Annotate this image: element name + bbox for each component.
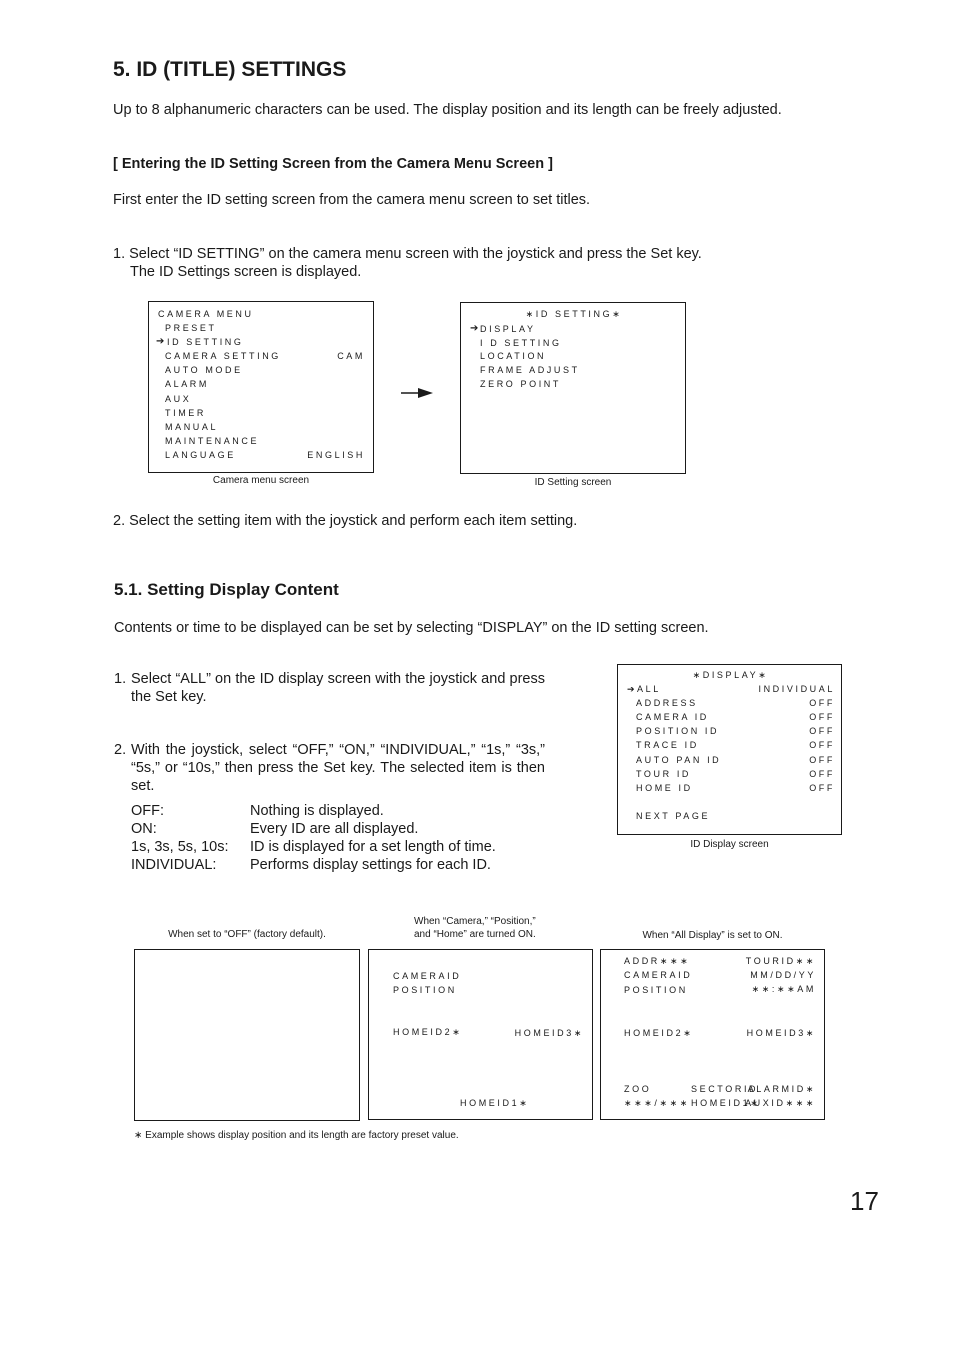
menu-item: AUTO MODE	[165, 365, 243, 375]
osd-auxid: AUXID∗∗∗	[745, 1098, 816, 1108]
menu-item: ID SETTING	[167, 337, 244, 347]
osd-homeid2: HOMEID2∗	[624, 1028, 694, 1038]
right-arrow-icon: ➔	[627, 684, 635, 694]
display-title: ∗DISPLAY∗	[692, 670, 769, 680]
osd-date: MM/DD/YY	[750, 970, 816, 980]
id-setting-item: FRAME ADJUST	[480, 365, 580, 375]
display-row-label: POSITION ID	[636, 726, 720, 736]
subheading: [ Entering the ID Setting Screen from the Camera Menu Screen ]	[113, 156, 553, 172]
id-setting-caption: ID Setting screen	[534, 477, 612, 488]
display-row-label: ALL	[637, 684, 661, 694]
definition-desc: Performs display settings for each ID.	[250, 857, 491, 873]
intro-text: Up to 8 alphanumeric characters can be used. The display position and its length can be freely adjusted.	[113, 102, 782, 118]
menu-item: MANUAL	[165, 422, 219, 432]
sub-step2-text: With the joystick, select “OFF,” “ON,” “INDIVIDUAL,” “1s,” “3s,” “5s,” or “10s,” then press the Set key. The selected item is then set.	[131, 742, 545, 794]
off-example-caption: When set to “OFF” (factory default).	[168, 929, 326, 940]
display-row-label: ADDRESS	[636, 698, 698, 708]
sub-step1-number: 1.	[114, 671, 127, 687]
definition-term: OFF:	[131, 803, 165, 819]
osd-zoo-value: ∗∗∗/∗∗∗	[624, 1098, 690, 1108]
id-display-screen	[617, 664, 842, 835]
osd-homeid3: HOMEID3∗	[746, 1028, 816, 1038]
off-example-screen	[134, 949, 360, 1121]
id-setting-item: DISPLAY	[480, 324, 536, 334]
display-row-value: OFF	[809, 726, 835, 736]
definition-desc: Every ID are all displayed.	[250, 821, 419, 837]
osd-alarmid: ALARMID∗	[747, 1084, 816, 1094]
osd-position: POSITION	[624, 985, 688, 995]
menu-item: LANGUAGE	[165, 450, 236, 460]
definition-term: 1s, 3s, 5s, 10s:	[131, 839, 229, 855]
sub-step1-text: Select “ALL” on the ID display screen with the joystick and press the Set key.	[131, 671, 545, 705]
enter-text: First enter the ID setting screen from the camera menu screen to set titles.	[113, 192, 591, 208]
step1-text: 1. Select “ID SETTING” on the camera menu screen with the joystick and press the Set key.	[113, 246, 702, 262]
right-arrow-icon: ➔	[470, 323, 479, 334]
osd-addr: ADDR∗∗∗	[624, 956, 691, 966]
osd-position: POSITION	[393, 985, 457, 995]
menu-item: MAINTENANCE	[165, 436, 260, 446]
display-row-value: OFF	[809, 755, 835, 765]
id-setting-screen	[460, 302, 686, 474]
definition-desc: Nothing is displayed.	[250, 803, 384, 819]
display-row-label: HOME ID	[636, 783, 693, 793]
display-row-value: OFF	[809, 740, 835, 750]
osd-sectorid: SECTORID	[691, 1084, 759, 1094]
menu-item-value: ENGLISH	[307, 450, 365, 460]
osd-homeid3: HOMEID3∗	[514, 1028, 584, 1038]
osd-zoo: ZOO	[624, 1084, 652, 1094]
menu-item-value: CAM	[337, 351, 365, 361]
display-row-value: OFF	[809, 712, 835, 722]
display-row-value: OFF	[809, 698, 835, 708]
display-row-label: AUTO PAN ID	[636, 755, 722, 765]
definition-term: ON:	[131, 821, 157, 837]
right-arrow-icon: ➔	[156, 336, 165, 347]
menu-item: TIMER	[165, 408, 206, 418]
long-right-arrow-icon	[400, 387, 434, 399]
id-display-caption: ID Display screen	[690, 839, 769, 850]
section-intro: Contents or time to be displayed can be set by selecting “DISPLAY” on the ID setting screen.	[114, 620, 709, 636]
all-example-caption: When “All Display” is set to ON.	[642, 930, 783, 941]
sub-step2-number: 2.	[114, 742, 127, 758]
page-number: 17	[850, 1186, 879, 1216]
display-row-label: CAMERA ID	[636, 712, 709, 722]
footnote: ∗ Example shows display position and its length are factory preset value.	[134, 1130, 459, 1141]
partial-example-caption: When “Camera,” “Position,”	[414, 916, 536, 927]
osd-cameraid: CAMERAID	[624, 970, 693, 980]
display-row-value: OFF	[809, 769, 835, 779]
menu-item: PRESET	[165, 323, 217, 333]
osd-time: ∗∗:∗∗AM	[751, 984, 816, 994]
osd-cameraid: CAMERAID	[393, 971, 462, 981]
id-setting-title: ∗ID SETTING∗	[525, 309, 623, 319]
step2-text: 2. Select the setting item with the joystick and perform each item setting.	[113, 513, 578, 529]
section-title: 5.1. Setting Display Content	[114, 580, 339, 599]
camera-menu-caption: Camera menu screen	[212, 475, 310, 486]
osd-homeid2: HOMEID2∗	[393, 1027, 463, 1037]
partial-example-caption: and “Home” are turned ON.	[414, 929, 536, 940]
camera-menu-title: CAMERA MENU	[158, 309, 254, 319]
definition-desc: ID is displayed for a set length of time.	[250, 839, 496, 855]
menu-item: AUX	[165, 394, 192, 404]
next-page-label: NEXT PAGE	[636, 811, 711, 821]
display-row-value: OFF	[809, 783, 835, 793]
display-row-label: TOUR ID	[636, 769, 692, 779]
osd-homeid1: HOMEID1∗	[691, 1098, 761, 1108]
id-setting-item: I D SETTING	[480, 338, 562, 348]
menu-item: CAMERA SETTING	[165, 351, 281, 361]
osd-tourid: TOURID∗∗	[745, 956, 816, 966]
camera-menu-screen	[148, 301, 374, 473]
display-row-label: TRACE ID	[636, 740, 699, 750]
menu-item: ALARM	[165, 379, 210, 389]
osd-homeid1: HOMEID1∗	[460, 1098, 530, 1108]
all-example-screen	[600, 949, 825, 1120]
step1-result: The ID Settings screen is displayed.	[130, 264, 362, 280]
id-setting-item: ZERO POINT	[480, 379, 562, 389]
id-setting-item: LOCATION	[480, 351, 547, 361]
page-title: 5. ID (TITLE) SETTINGS	[113, 58, 347, 81]
partial-example-screen	[368, 949, 593, 1120]
display-row-value: INDIVIDUAL	[758, 684, 835, 694]
definition-term: INDIVIDUAL:	[131, 857, 217, 873]
